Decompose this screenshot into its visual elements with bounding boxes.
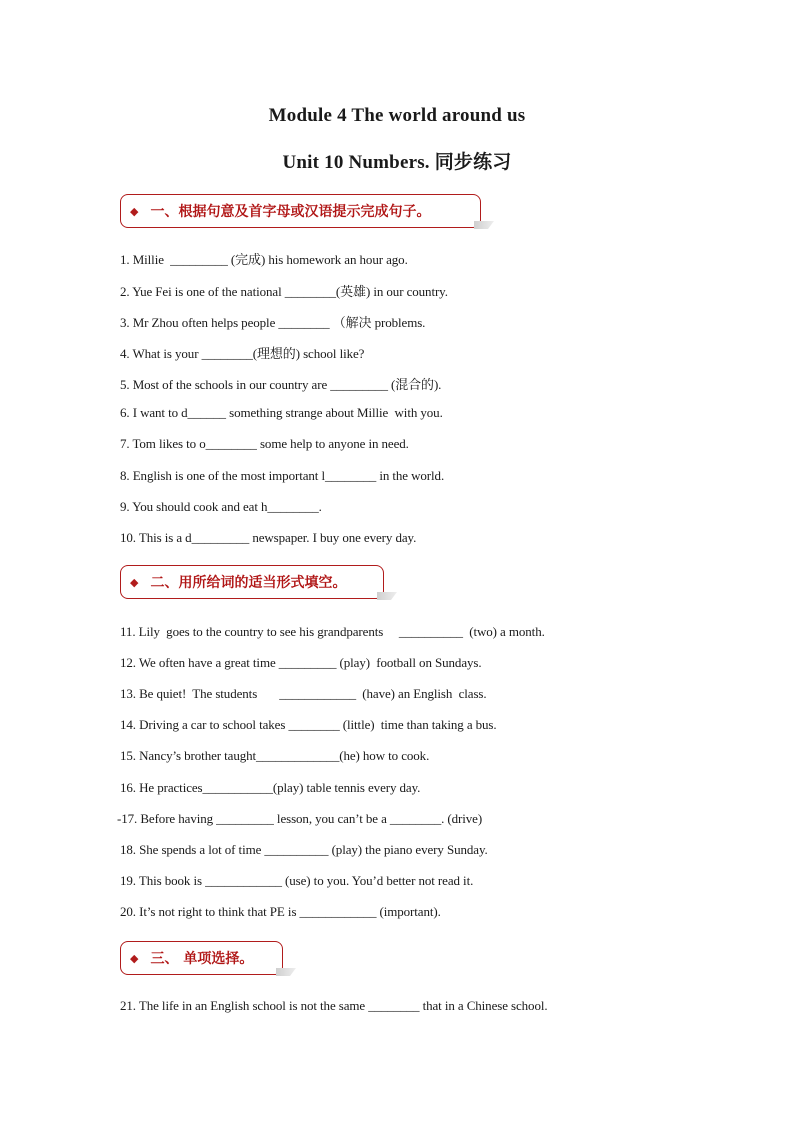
question-19: 19. This book is ____________ (use) to you. You’d better not read it. [120,873,474,888]
question-4: 4. What is your ________(理想的) school like? [120,346,365,361]
section-header-2 [120,565,384,599]
question-18: 18. She spends a lot of time __________ (play) the piano every Sunday. [120,842,488,857]
section-header-3 [120,941,283,975]
page-subtitle: Unit 10 Numbers. 同步练习 [282,152,512,173]
question-21: 21. The life in an English school is not the same ________ that in a Chinese school. [120,998,548,1013]
question-13: 13. Be quiet! The students ____________ (have) an English class. [120,686,487,701]
question-14: 14. Driving a car to school takes ________ (little) time than taking a bus. [120,717,497,732]
question-8: 8. English is one of the most important l________ in the world. [120,468,445,483]
page-title: Module 4 The world around us [268,105,526,126]
tab-shadow [377,592,397,600]
question-17: -17. Before having _________ lesson, you can’t be a ________. (drive) [117,811,483,826]
question-7: 7. Tom likes to o________ some help to anyone in need. [120,436,409,451]
question-5: 5. Most of the schools in our country are _________ (混合的). [120,377,442,392]
question-16: 16. He practices___________(play) table tennis every day. [120,780,421,795]
tab-shadow [474,221,494,229]
diamond-icon: ◆ [130,575,139,589]
question-1: 1. Millie _________ (完成) his homework an hour ago. [120,252,408,267]
question-20: 20. It’s not right to think that PE is ____________ (important). [120,904,441,919]
section-label: 三、 单项选择。 [150,951,254,967]
question-10: 10. This is a d_________ newspaper. I buy one every day. [120,530,417,545]
question-2: 2. Yue Fei is one of the national ________(英雄) in our country. [120,284,448,299]
section-label: 一、根据句意及首字母或汉语提示完成句子。 [150,204,431,220]
question-11: 11. Lily goes to the country to see his grandparents __________ (two) a month. [120,624,545,639]
question-15: 15. Nancy’s brother taught_____________(he) how to cook. [120,748,430,763]
question-6: 6. I want to d______ something strange about Millie with you. [120,405,443,420]
section-header-1 [120,194,481,228]
section-label: 二、用所给词的适当形式填空。 [150,575,347,591]
tab-shadow [276,968,296,976]
question-3: 3. Mr Zhou often helps people ________ （解决 problems. [120,315,426,330]
diamond-icon: ◆ [130,951,139,965]
diamond-icon: ◆ [130,204,139,218]
question-9: 9. You should cook and eat h________. [120,499,322,514]
question-12: 12. We often have a great time _________ (play) football on Sundays. [120,655,482,670]
